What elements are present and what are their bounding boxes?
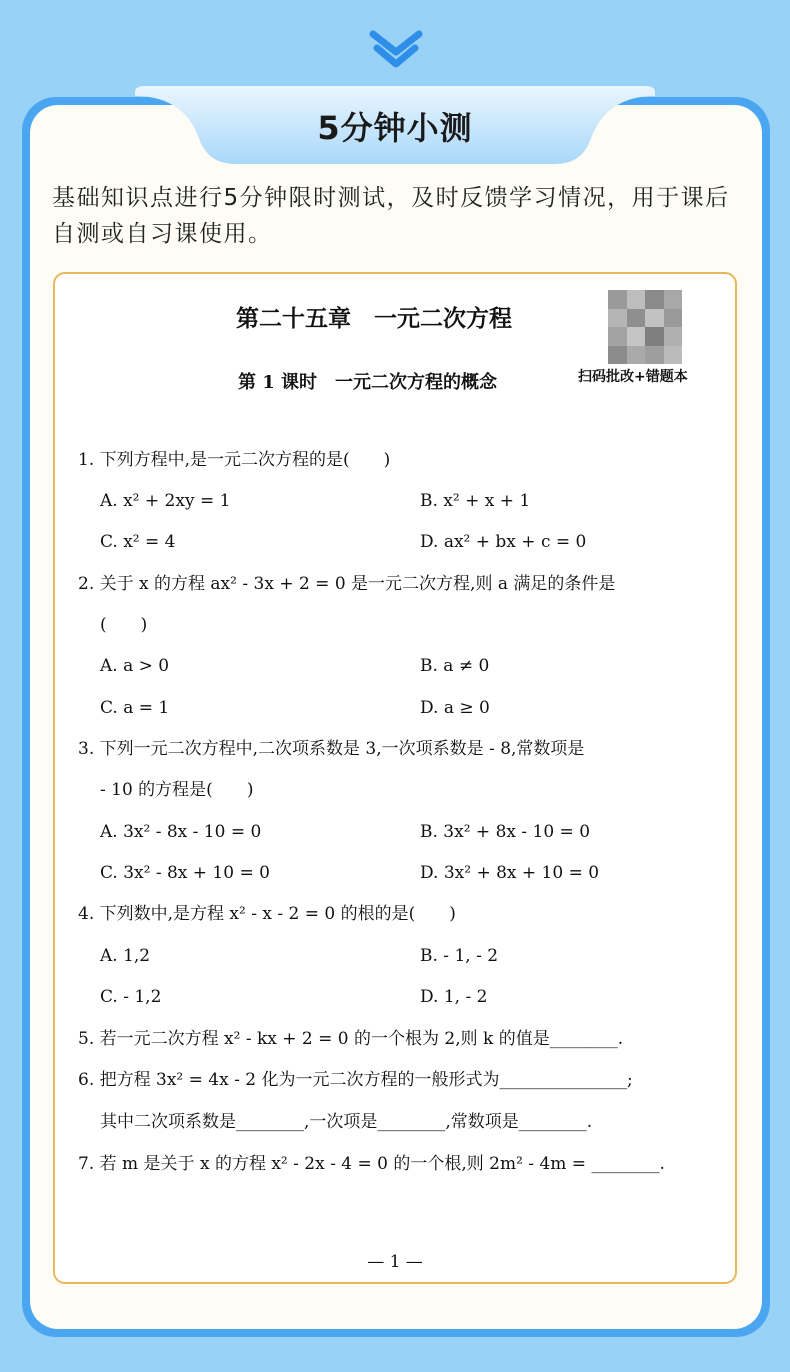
qr-code[interactable]: [608, 290, 682, 364]
option-1b: B. x² + x + 1: [420, 491, 531, 511]
option-3b: B. 3x² + 8x - 10 = 0: [420, 822, 591, 842]
question-5: 5. 若一元二次方程 x² - kx + 2 = 0 的一个根为 2,则 k 的值是________.: [78, 1029, 624, 1049]
option-2b: B. a ≠ 0: [420, 656, 490, 676]
question-6: 6. 把方程 3x² = 4x - 2 化为一元二次方程的一般形式为_______________;: [78, 1070, 633, 1090]
chapter-title: 第二十五章 一元二次方程: [236, 305, 512, 332]
lesson-title: 第 1 课时 一元二次方程的概念: [238, 372, 498, 393]
option-1a: A. x² + 2xy = 1: [100, 491, 231, 511]
option-3a: A. 3x² - 8x - 10 = 0: [100, 822, 262, 842]
option-4d: D. 1, - 2: [420, 987, 488, 1007]
page-number: — 1 —: [367, 1252, 423, 1272]
question-1: 1. 下列方程中,是一元二次方程的是( ): [78, 450, 391, 470]
page-title: 5分钟小测: [317, 109, 473, 147]
question-6-line-2: 其中二次项系数是________,一次项是________,常数项是________.: [100, 1112, 593, 1132]
option-1c: C. x² = 4: [100, 532, 176, 552]
option-2a: A. a > 0: [100, 656, 170, 676]
qr-label: 扫码批改+错题本: [578, 369, 688, 385]
option-4a: A. 1,2: [100, 946, 151, 966]
chevron-down-icon: [367, 28, 425, 70]
option-2c: C. a = 1: [100, 698, 170, 718]
option-2d: D. a ≥ 0: [420, 698, 490, 718]
question-2-line-2: ( ): [100, 615, 148, 635]
question-4: 4. 下列数中,是方程 x² - x - 2 = 0 的根的是( ): [78, 904, 456, 924]
question-2: 2. 关于 x 的方程 ax² - 3x + 2 = 0 是一元二次方程,则 a 满足的条件是: [78, 574, 616, 594]
intro-text: 基础知识点进行5分钟限时测试，及时反馈学习情况，用于课后自测或自习课使用。: [52, 185, 730, 247]
option-1d: D. ax² + bx + c = 0: [420, 532, 587, 552]
option-3d: D. 3x² + 8x + 10 = 0: [420, 863, 600, 883]
question-7: 7. 若 m 是关于 x 的方程 x² - 2x - 4 = 0 的一个根,则 2m² - 4m = ________.: [78, 1154, 665, 1174]
question-3-line-2: - 10 的方程是( ): [100, 780, 254, 800]
option-3c: C. 3x² - 8x + 10 = 0: [100, 863, 270, 883]
option-4c: C. - 1,2: [100, 987, 162, 1007]
question-3: 3. 下列一元二次方程中,二次项系数是 3,一次项系数是 - 8,常数项是: [78, 739, 585, 759]
option-4b: B. - 1, - 2: [420, 946, 499, 966]
